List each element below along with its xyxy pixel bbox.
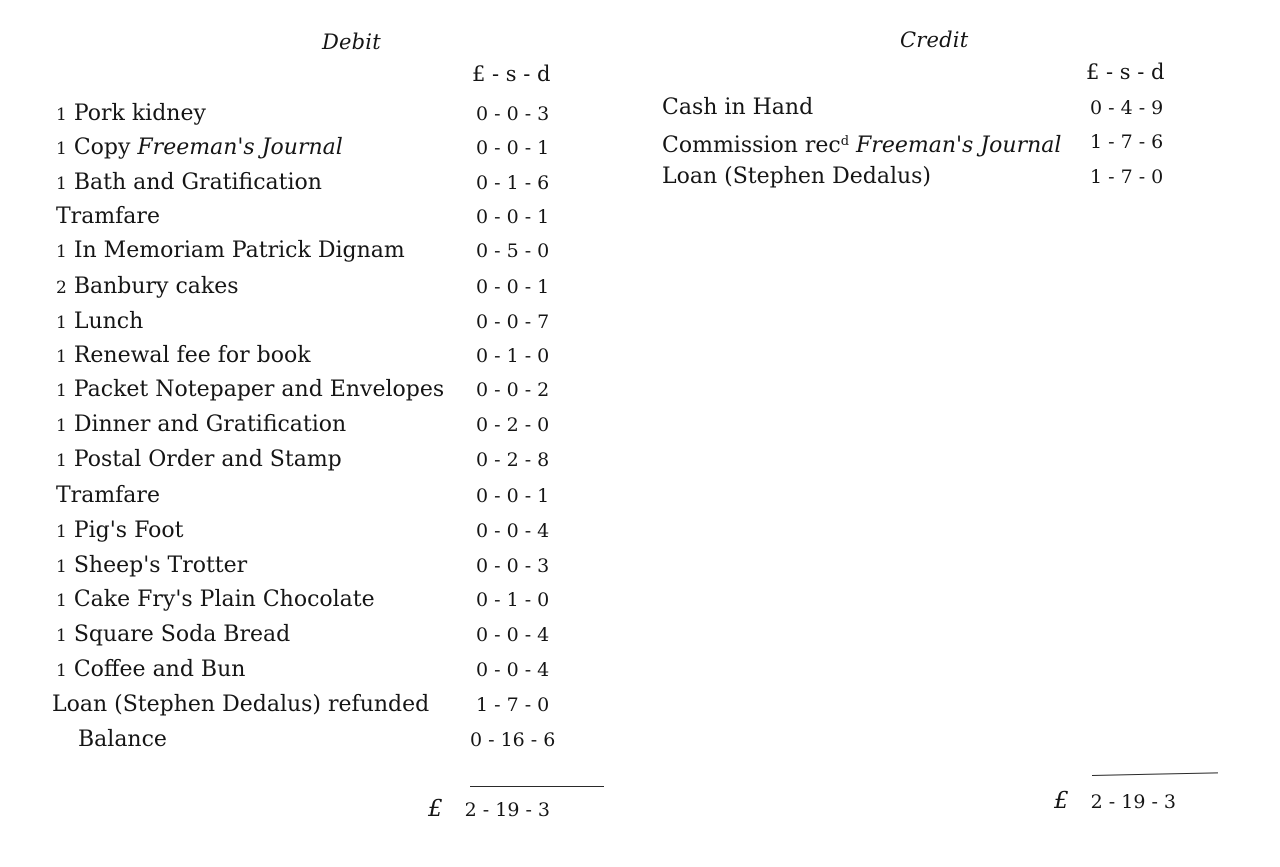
debit-entry-label: 1 Sheep's Trotter bbox=[56, 553, 248, 578]
pound-symbol: £ bbox=[428, 796, 443, 822]
debit-entry-label: 1 Cake Fry's Plain Chocolate bbox=[56, 587, 375, 612]
debit-entry-label: 1 Copy Freeman's Journal bbox=[56, 135, 343, 160]
debit-entry-amount: 0 - 0 - 4 bbox=[476, 520, 550, 542]
debit-entry-amount: 0 - 0 - 4 bbox=[476, 659, 550, 681]
debit-entry-amount: 0 - 2 - 8 bbox=[476, 449, 550, 471]
debit-total bbox=[428, 796, 550, 822]
debit-balance-amount: 0 - 16 - 6 bbox=[470, 729, 556, 751]
debit-entry-label: 1 Dinner and Gratification bbox=[56, 412, 347, 437]
debit-entry-amount: 0 - 0 - 3 bbox=[476, 555, 550, 577]
pound-symbol: £ bbox=[1054, 788, 1069, 814]
debit-entry-label: Tramfare bbox=[56, 204, 160, 229]
debit-entry-label: 1 Bath and Gratification bbox=[56, 170, 322, 195]
debit-entry-amount: 0 - 0 - 1 bbox=[476, 276, 550, 298]
credit-entry-amount: 1 - 7 - 6 bbox=[1090, 131, 1164, 153]
debit-entry-label: 1 Packet Notepaper and Envelopes bbox=[56, 377, 445, 402]
credit-entry-label: Commission rec$^d$ Freeman's Journal bbox=[662, 133, 1062, 158]
debit-entry-label: 1 Lunch bbox=[56, 309, 144, 334]
credit-total-rule bbox=[1092, 772, 1218, 776]
debit-entry-amount: 0 - 0 - 1 bbox=[476, 137, 550, 159]
debit-entry-label: 1 Renewal fee for book bbox=[56, 343, 311, 368]
debit-column-header: £ - s - d bbox=[472, 62, 551, 86]
debit-entry-amount: 0 - 0 - 4 bbox=[476, 624, 550, 646]
debit-entry-amount: 0 - 1 - 0 bbox=[476, 345, 550, 367]
debit-entry-amount: 1 - 7 - 0 bbox=[476, 694, 550, 716]
debit-entry-label: 1 Pork kidney bbox=[56, 101, 206, 126]
debit-entry-label: 1 Postal Order and Stamp bbox=[56, 447, 342, 472]
debit-entry-amount: 0 - 1 - 6 bbox=[476, 172, 550, 194]
debit-entry-label: Loan (Stephen Dedalus) refunded bbox=[52, 692, 430, 717]
debit-entry-amount: 0 - 0 - 2 bbox=[476, 379, 550, 401]
credit-entry-label: Cash in Hand bbox=[662, 95, 814, 120]
debit-entry-label: 1 In Memoriam Patrick Dignam bbox=[56, 238, 405, 263]
debit-entry-amount: 0 - 0 - 1 bbox=[476, 206, 550, 228]
debit-entry-amount: 0 - 0 - 3 bbox=[476, 103, 550, 125]
debit-entry-label: 2 Banbury cakes bbox=[56, 274, 239, 299]
credit-total bbox=[1054, 788, 1176, 814]
credit-heading: Credit bbox=[900, 28, 969, 52]
debit-balance-label: Balance bbox=[78, 727, 167, 752]
credit-entry-amount: 1 - 7 - 0 bbox=[1090, 166, 1164, 188]
debit-entry-amount: 0 - 2 - 0 bbox=[476, 414, 550, 436]
debit-entry-amount: 0 - 5 - 0 bbox=[476, 240, 550, 262]
debit-entry-amount: 0 - 1 - 0 bbox=[476, 589, 550, 611]
debit-entry-amount: 0 - 0 - 7 bbox=[476, 311, 550, 333]
debit-total-value: 2 - 19 - 3 bbox=[464, 799, 550, 821]
debit-entry-label: 1 Coffee and Bun bbox=[56, 657, 246, 682]
credit-total-value: 2 - 19 - 3 bbox=[1090, 791, 1176, 813]
credit-entry-amount: 0 - 4 - 9 bbox=[1090, 97, 1164, 119]
credit-entry-label: Loan (Stephen Dedalus) bbox=[662, 164, 932, 189]
debit-total-rule bbox=[470, 786, 604, 787]
debit-entry-label: Tramfare bbox=[56, 483, 160, 508]
debit-entry-amount: 0 - 0 - 1 bbox=[476, 485, 550, 507]
debit-entry-label: 1 Pig's Foot bbox=[56, 518, 184, 543]
debit-heading: Debit bbox=[322, 30, 381, 54]
credit-column-header: £ - s - d bbox=[1086, 60, 1165, 84]
debit-entry-label: 1 Square Soda Bread bbox=[56, 622, 291, 647]
